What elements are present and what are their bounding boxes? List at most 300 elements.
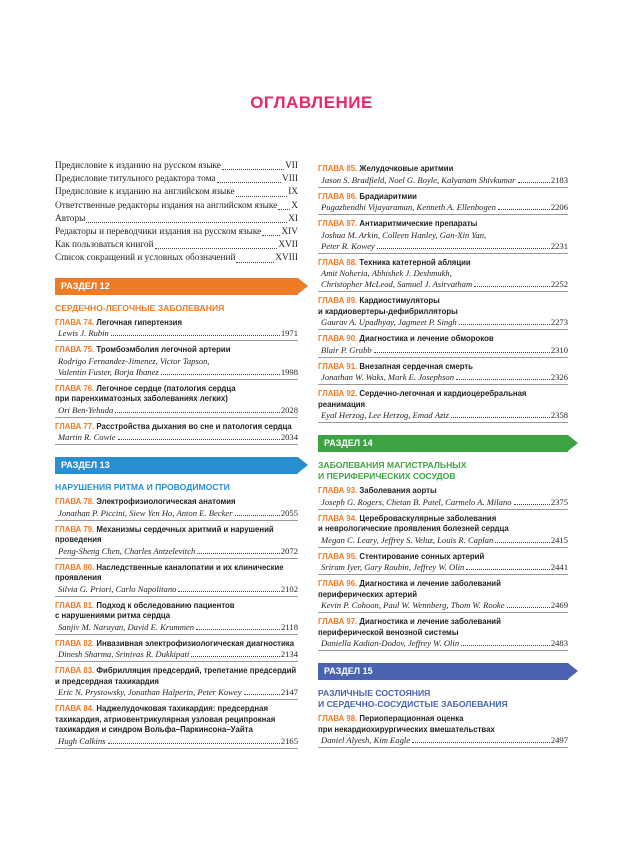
chapter-title: и кардиовертеры-дефибрилляторы xyxy=(318,306,458,316)
dot-leader xyxy=(111,328,280,336)
chapter-heading-line xyxy=(318,389,568,400)
chapter-entry[interactable] xyxy=(318,486,568,510)
chapter-page: 1998 xyxy=(280,366,298,377)
chapter-heading-line xyxy=(55,725,298,736)
chapter-heading-line xyxy=(55,535,298,546)
chapter-page: 2358 xyxy=(550,410,568,420)
chapter-authors-row xyxy=(318,410,568,421)
chapter-entry[interactable] xyxy=(318,334,568,358)
chapter-heading-line xyxy=(55,639,298,650)
chapter-title: Легочное сердце (патология сердца xyxy=(96,383,236,393)
chapter-authors: Valentin Fuster, Borja Ibanez xyxy=(58,366,159,377)
chapter-heading-line xyxy=(318,192,568,203)
chapter-entry[interactable] xyxy=(318,164,568,188)
chapter-authors: Ori Ben-Yehuda xyxy=(58,404,114,415)
chapter-authors: Eric N. Prystowsky, Jonathan Halperin, Peter Kowey xyxy=(58,687,242,698)
toc-row-page: IX xyxy=(288,187,298,198)
dot-leader xyxy=(262,226,280,236)
chapter-authors: Megan C. Leary, Jeffrey S. Veluz, Louis R. Caplan xyxy=(321,534,494,545)
chapter-divider xyxy=(318,650,568,651)
chapter-title: Диагностика и лечение заболеваний xyxy=(359,617,501,626)
chapter-heading xyxy=(318,296,568,317)
chapter-heading-line xyxy=(55,715,298,726)
dot-leader xyxy=(235,508,280,516)
toc-row[interactable] xyxy=(55,186,298,199)
chapter-divider xyxy=(318,384,568,385)
chapter-heading-line xyxy=(318,258,568,269)
chapter-title: Брадиаритмии xyxy=(359,191,417,201)
chapter-title: Желудочковые аритмии xyxy=(359,164,454,173)
chapter-entry[interactable] xyxy=(55,639,298,663)
chapter-divider xyxy=(55,699,298,700)
chapter-divider xyxy=(55,596,298,597)
chapter-number: ГЛАВА 91. xyxy=(318,361,358,371)
toc-row[interactable] xyxy=(55,200,298,213)
dot-leader xyxy=(197,546,280,554)
dot-leader xyxy=(456,372,550,380)
chapter-heading xyxy=(55,345,298,356)
chapter-number: ГЛАВА 76. xyxy=(55,383,95,393)
chapter-heading-line xyxy=(55,384,298,395)
chapter-heading-line xyxy=(55,394,298,405)
chapter-authors: Silvia G. Priori, Carlo Napolitano xyxy=(58,583,177,594)
chapter-number: ГЛАВА 85. xyxy=(318,164,358,173)
dot-leader xyxy=(278,200,290,210)
chapter-page: 2497 xyxy=(550,735,568,745)
chapter-title: и предсердная тахикардия xyxy=(55,676,159,686)
chapter-heading-line xyxy=(318,486,568,497)
chapter-title: с нарушениями ритма сердца xyxy=(55,611,171,621)
chapter-entry[interactable] xyxy=(55,384,298,418)
section-banner xyxy=(318,663,568,680)
toc-row-page: X xyxy=(291,200,298,211)
chapter-title: Диагностика и лечение обмороков xyxy=(359,334,494,343)
chapter-heading xyxy=(55,497,298,508)
chapter-entry[interactable] xyxy=(318,219,568,254)
chapter-number: ГЛАВА 92. xyxy=(318,389,358,398)
section-13-continued xyxy=(318,164,568,423)
dot-leader xyxy=(377,241,550,249)
chapter-heading xyxy=(318,714,568,735)
chapter-entry[interactable] xyxy=(318,617,568,651)
chapter-authors: Jonathan P. Piccini, Siew Yen Ho, Anton E. Becker xyxy=(58,507,233,518)
chapter-heading xyxy=(55,384,298,405)
chapter-title: периферической венозной системы xyxy=(318,627,459,637)
chapter-number: ГЛАВА 84. xyxy=(55,704,95,714)
chapter-authors: Gaurav A. Upadhyay, Jagmeet P. Singh xyxy=(321,317,457,327)
toc-row[interactable] xyxy=(55,226,298,239)
dot-leader xyxy=(115,405,280,413)
chapter-entry[interactable] xyxy=(55,563,298,597)
chapter-divider xyxy=(318,214,568,215)
chapter-divider xyxy=(318,612,568,613)
chapter-title: Внезапная сердечная смерть xyxy=(359,361,473,371)
chapter-entry[interactable] xyxy=(55,666,298,700)
chapter-authors: Joshua M. Arkin, Colleen Hanley, Gan-Xin Yan, xyxy=(321,229,487,240)
chapter-divider xyxy=(55,379,298,380)
chapter-entry[interactable] xyxy=(318,579,568,613)
chapter-title: Кардиостимуляторы xyxy=(359,296,440,305)
chapter-authors-row xyxy=(318,175,568,186)
dot-leader xyxy=(155,239,278,249)
chapter-heading xyxy=(55,704,298,736)
chapter-page: 2375 xyxy=(550,496,568,507)
chapter-authors-row xyxy=(55,687,298,698)
chapter-title: Фибрилляция предсердий, трепетание предсердий xyxy=(96,666,297,676)
chapter-number: ГЛАВА 88. xyxy=(318,257,358,267)
chapter-page: 2310 xyxy=(550,344,568,355)
dot-leader xyxy=(507,600,550,608)
chapter-authors-row xyxy=(55,584,298,595)
chapter-number: ГЛАВА 93. xyxy=(318,486,358,495)
chapter-authors: Hugh Calkins xyxy=(58,735,106,746)
chapter-authors: Dinesh Sharma, Srinivas R. Dukkipati xyxy=(58,649,190,660)
chapter-heading xyxy=(318,486,568,497)
chapter-title: Диагностика и лечение заболеваний xyxy=(359,579,501,588)
chapter-number: ГЛАВА 78. xyxy=(55,497,95,507)
chapter-number: ГЛАВА 98. xyxy=(318,714,358,723)
chapter-authors-row xyxy=(318,600,568,611)
chapter-heading-line xyxy=(55,318,298,329)
toc-row[interactable] xyxy=(55,252,298,265)
chapter-heading-line xyxy=(318,725,568,736)
chapter-authors-row xyxy=(55,649,298,660)
chapter-divider xyxy=(318,547,568,548)
chapter-title: Подход к обследованию пациентов xyxy=(96,600,235,610)
chapter-authors-row xyxy=(318,497,568,508)
chapter-divider xyxy=(55,634,298,635)
chapter-authors: Joseph G. Rogers, Chetan B. Patel, Carmelo A. Milano xyxy=(321,496,512,507)
chapter-heading xyxy=(318,334,568,345)
chapter-title: Наследственные каналопатии и их клинические xyxy=(96,562,284,572)
section-title xyxy=(318,460,568,482)
chapter-divider xyxy=(318,291,568,292)
chapter-title: Инвазивная электрофизиологическая диагностика xyxy=(96,638,295,648)
chapter-entry[interactable] xyxy=(318,514,568,548)
section-banner xyxy=(55,278,298,295)
chapter-divider xyxy=(318,574,568,575)
chapter-heading-line xyxy=(55,677,298,688)
chapter-authors: Martin R. Cowie xyxy=(58,432,116,443)
section-title xyxy=(55,482,298,493)
chapter-heading-line xyxy=(55,563,298,574)
chapter-authors: Jason S. Bradfield, Noel G. Boyle, Kalyanam Shivkumar xyxy=(321,174,516,185)
chapter-authors: Pugazhendhi Vijayaraman, Kenneth A. Ellenbogen xyxy=(321,202,496,212)
chapter-divider xyxy=(55,748,298,749)
chapter-title: Периоперационная оценка xyxy=(359,714,464,723)
chapter-page: 2231 xyxy=(550,240,568,251)
chapter-heading xyxy=(55,422,298,433)
chapter-heading-line xyxy=(55,525,298,536)
chapter-authors-row xyxy=(318,638,568,649)
chapter-heading-line xyxy=(55,611,298,622)
chapter-heading-line xyxy=(55,497,298,508)
chapter-heading xyxy=(318,579,568,600)
chapter-page: 2102 xyxy=(280,583,298,594)
chapter-authors: Peter R. Kowey xyxy=(321,240,375,251)
section-label: РАЗДЕЛ 13 xyxy=(61,460,110,471)
chapter-title: при паренхиматозных заболеваниях легких) xyxy=(55,394,228,404)
dot-leader xyxy=(474,279,550,287)
chapter-divider xyxy=(55,661,298,662)
chapter-heading xyxy=(55,563,298,584)
chapter-page: 1971 xyxy=(280,328,298,339)
chapter-heading-line xyxy=(318,628,568,639)
chapter-divider xyxy=(318,187,568,188)
dot-leader xyxy=(108,736,280,744)
chapter-number: ГЛАВА 77. xyxy=(55,421,95,431)
chapter-heading xyxy=(318,192,568,203)
section-15 xyxy=(318,663,568,748)
banner-arrow xyxy=(298,457,308,473)
chapter-divider xyxy=(318,357,568,358)
toc-row-title: Предисловие к изданию на английском языке xyxy=(55,187,235,198)
chapter-heading-line xyxy=(318,219,568,230)
chapter-authors-row xyxy=(55,432,298,443)
chapter-authors-row xyxy=(318,735,568,746)
chapter-divider xyxy=(318,747,568,748)
chapter-heading-line xyxy=(55,345,298,356)
section-title-line: НАРУШЕНИЯ РИТМА И ПРОВОДИМОСТИ xyxy=(55,482,230,493)
chapter-heading xyxy=(318,362,568,373)
chapter-divider xyxy=(318,509,568,510)
chapter-entry[interactable] xyxy=(55,601,298,635)
chapter-heading xyxy=(318,219,568,230)
dot-leader xyxy=(459,317,550,325)
chapter-title: периферических артерий xyxy=(318,589,418,599)
chapter-authors-row xyxy=(318,562,568,573)
chapter-divider xyxy=(55,520,298,521)
chapter-heading-line xyxy=(318,400,568,411)
chapter-divider xyxy=(55,558,298,559)
chapter-heading xyxy=(55,601,298,622)
dot-leader xyxy=(374,345,550,353)
section-banner xyxy=(55,457,298,474)
banner-arrow xyxy=(298,278,308,294)
section-label: РАЗДЕЛ 12 xyxy=(61,280,110,291)
chapter-entry[interactable] xyxy=(55,422,298,446)
chapter-page: 2273 xyxy=(550,317,568,327)
dot-leader xyxy=(217,173,281,183)
dot-leader xyxy=(236,186,288,196)
chapter-title: реанимация xyxy=(318,399,366,409)
chapter-authors-row xyxy=(55,328,298,339)
chapter-authors-row xyxy=(318,317,568,328)
chapter-page: 2206 xyxy=(550,202,568,212)
chapter-entry[interactable] xyxy=(318,258,568,293)
banner-arrow xyxy=(568,663,578,679)
chapter-page: 2165 xyxy=(280,735,298,746)
toc-row-page: XVIII xyxy=(275,253,298,264)
toc-row[interactable] xyxy=(55,213,298,226)
chapter-title: проявления xyxy=(55,573,102,583)
section-title-line: И ПЕРИФЕРИЧЕСКИХ СОСУДОВ xyxy=(318,471,456,481)
chapter-divider xyxy=(318,253,568,254)
dot-leader xyxy=(451,410,550,418)
chapter-authors: Blair P. Grubb xyxy=(321,344,372,355)
dot-leader xyxy=(498,202,550,210)
chapter-heading-line xyxy=(55,422,298,433)
chapter-number: ГЛАВА 79. xyxy=(55,524,95,534)
toc-row-title: Авторы xyxy=(55,213,86,224)
chapter-number: ГЛАВА 94. xyxy=(318,513,358,523)
chapter-entry[interactable] xyxy=(318,296,568,330)
toc-row[interactable] xyxy=(55,239,298,252)
chapter-divider xyxy=(55,444,298,445)
toc-row[interactable] xyxy=(55,160,298,173)
chapter-page: 2072 xyxy=(280,545,298,556)
chapter-entry[interactable] xyxy=(318,362,568,386)
dot-leader xyxy=(118,432,280,440)
chapter-authors: Rodrigo Fernandez-Jimenez, Victor Tapson, xyxy=(58,355,210,366)
chapter-title: Механизмы сердечных аритмий и нарушений xyxy=(96,524,274,534)
toc-row-page: XIV xyxy=(281,227,298,238)
chapter-heading-line xyxy=(318,296,568,307)
chapter-entry[interactable] xyxy=(55,497,298,521)
chapter-page: 2415 xyxy=(550,534,568,545)
chapter-heading-line xyxy=(55,704,298,715)
chapter-authors-row xyxy=(318,372,568,383)
chapter-page: 2441 xyxy=(550,562,568,572)
chapter-heading-line xyxy=(318,164,568,175)
chapter-heading-line xyxy=(318,714,568,725)
chapter-heading-line xyxy=(318,579,568,590)
chapter-number: ГЛАВА 86. xyxy=(318,191,358,201)
chapter-authors: Peng-Sheng Chen, Charles Antzelevitch xyxy=(58,545,196,556)
chapter-authors-row xyxy=(55,622,298,633)
toc-row[interactable] xyxy=(55,173,298,186)
chapter-authors: Sriram Iyer, Gary Roubin, Jeffrey W. Olin xyxy=(321,562,465,572)
chapter-authors-row xyxy=(318,535,568,546)
chapter-number: ГЛАВА 90. xyxy=(318,334,358,343)
chapter-page: 2483 xyxy=(550,638,568,648)
dot-leader xyxy=(412,735,550,743)
chapter-title: Сердечно-легочная и кардиоцеребральная xyxy=(359,389,527,398)
chapter-heading-line xyxy=(55,573,298,584)
chapter-entry[interactable] xyxy=(318,552,568,576)
chapter-entry[interactable] xyxy=(318,192,568,216)
dot-leader xyxy=(495,535,550,543)
chapter-heading-line xyxy=(318,307,568,318)
chapter-title: Стентирование сонных артерий xyxy=(359,551,485,561)
chapter-entry[interactable] xyxy=(55,704,298,749)
dot-leader xyxy=(461,638,550,646)
chapter-heading xyxy=(55,639,298,650)
chapter-authors-row xyxy=(318,345,568,356)
chapter-number: ГЛАВА 97. xyxy=(318,617,358,626)
chapter-title: Электрофизиологическая анатомия xyxy=(96,497,236,507)
chapter-title: и неврологические проявления болезней сердца xyxy=(318,524,509,533)
chapter-number: ГЛАВА 75. xyxy=(55,345,95,355)
section-title xyxy=(318,688,568,710)
chapter-title: Наджелудочковая тахикардия: предсердная xyxy=(96,704,268,714)
chapter-authors: Jonathan W. Waks, Mark E. Josephson xyxy=(321,372,455,382)
chapter-authors: Daniel Alyesh, Kim Eagle xyxy=(321,735,411,745)
dot-leader xyxy=(86,213,287,223)
toc-row-page: VII xyxy=(285,161,298,171)
chapter-authors-row xyxy=(55,367,298,378)
chapter-page: 2469 xyxy=(550,600,568,610)
preface-list xyxy=(55,160,298,266)
chapter-authors-row xyxy=(55,508,298,519)
chapter-divider xyxy=(55,340,298,341)
chapter-title: Легочная гипертензия xyxy=(96,317,183,327)
section-banner xyxy=(318,435,568,452)
chapter-page: 2034 xyxy=(280,432,298,443)
chapter-entry[interactable] xyxy=(318,389,568,423)
chapter-divider xyxy=(55,417,298,418)
chapter-authors-row xyxy=(55,405,298,416)
dot-leader xyxy=(466,562,550,570)
chapter-heading-line xyxy=(318,590,568,601)
chapter-title: Тромбоэмболия легочной артерии xyxy=(96,345,231,355)
chapter-heading xyxy=(55,318,298,329)
chapter-authors-row xyxy=(318,279,568,290)
chapter-entry[interactable] xyxy=(318,714,568,748)
chapter-number: ГЛАВА 96. xyxy=(318,579,358,588)
chapter-divider xyxy=(318,329,568,330)
chapter-authors: Eyal Herzog, Lee Herzog, Emad Aziz xyxy=(321,410,450,420)
toc-row-title: Ответственные редакторы издания на английском языке xyxy=(55,200,278,211)
toc-row-page: VIII xyxy=(281,174,298,185)
chapter-heading-line xyxy=(55,666,298,677)
chapter-number: ГЛАВА 83. xyxy=(55,666,95,676)
chapter-page: 2118 xyxy=(281,621,298,632)
chapter-title: проведения xyxy=(55,535,102,545)
chapter-page: 2252 xyxy=(550,279,568,289)
chapter-entry[interactable] xyxy=(55,345,298,380)
chapter-entry[interactable] xyxy=(55,318,298,342)
chapter-authors: Christopher McLeod, Samuel J. Asirvatham xyxy=(321,279,473,289)
chapter-authors-row xyxy=(318,241,568,252)
dot-leader xyxy=(244,687,280,695)
page-title: ОГЛАВЛЕНИЕ xyxy=(250,93,373,112)
chapter-page: 2326 xyxy=(550,372,568,382)
dot-leader xyxy=(161,367,280,375)
section-label: РАЗДЕЛ 14 xyxy=(324,438,373,448)
chapter-number: ГЛАВА 80. xyxy=(55,562,95,572)
chapter-entry[interactable] xyxy=(55,525,298,559)
chapter-number: ГЛАВА 81. xyxy=(55,600,95,610)
section-14 xyxy=(318,435,568,651)
chapter-title: Техника катетерной абляции xyxy=(359,257,471,267)
chapter-heading xyxy=(318,389,568,410)
chapter-title: Антиаритмические препараты xyxy=(359,219,478,228)
chapter-heading xyxy=(318,258,568,269)
section-13 xyxy=(55,457,298,749)
chapter-heading-line xyxy=(318,362,568,373)
chapter-heading-line xyxy=(318,334,568,345)
chapter-authors-row xyxy=(318,202,568,213)
chapter-number: ГЛАВА 82. xyxy=(55,638,95,648)
banner-arrow xyxy=(568,435,578,451)
section-title-line: ЗАБОЛЕВАНИЯ МАГИСТРАЛЬНЫХ xyxy=(318,460,467,470)
chapter-heading xyxy=(318,617,568,638)
section-title xyxy=(55,303,298,314)
chapter-heading-line xyxy=(55,601,298,612)
dot-leader xyxy=(191,649,280,657)
section-12 xyxy=(55,278,298,446)
chapter-number: ГЛАВА 89. xyxy=(318,296,358,305)
chapter-heading xyxy=(55,666,298,687)
chapter-page: 2147 xyxy=(280,687,298,698)
chapter-heading-line xyxy=(318,514,568,525)
chapter-heading xyxy=(55,525,298,546)
chapter-title: Расстройства дыхания во сне и патология сердца xyxy=(96,421,292,431)
dot-leader xyxy=(236,252,274,262)
chapter-title: тахикардия, атриовентрикулярная узловая реципрокная xyxy=(55,714,276,724)
dot-leader xyxy=(514,497,550,505)
